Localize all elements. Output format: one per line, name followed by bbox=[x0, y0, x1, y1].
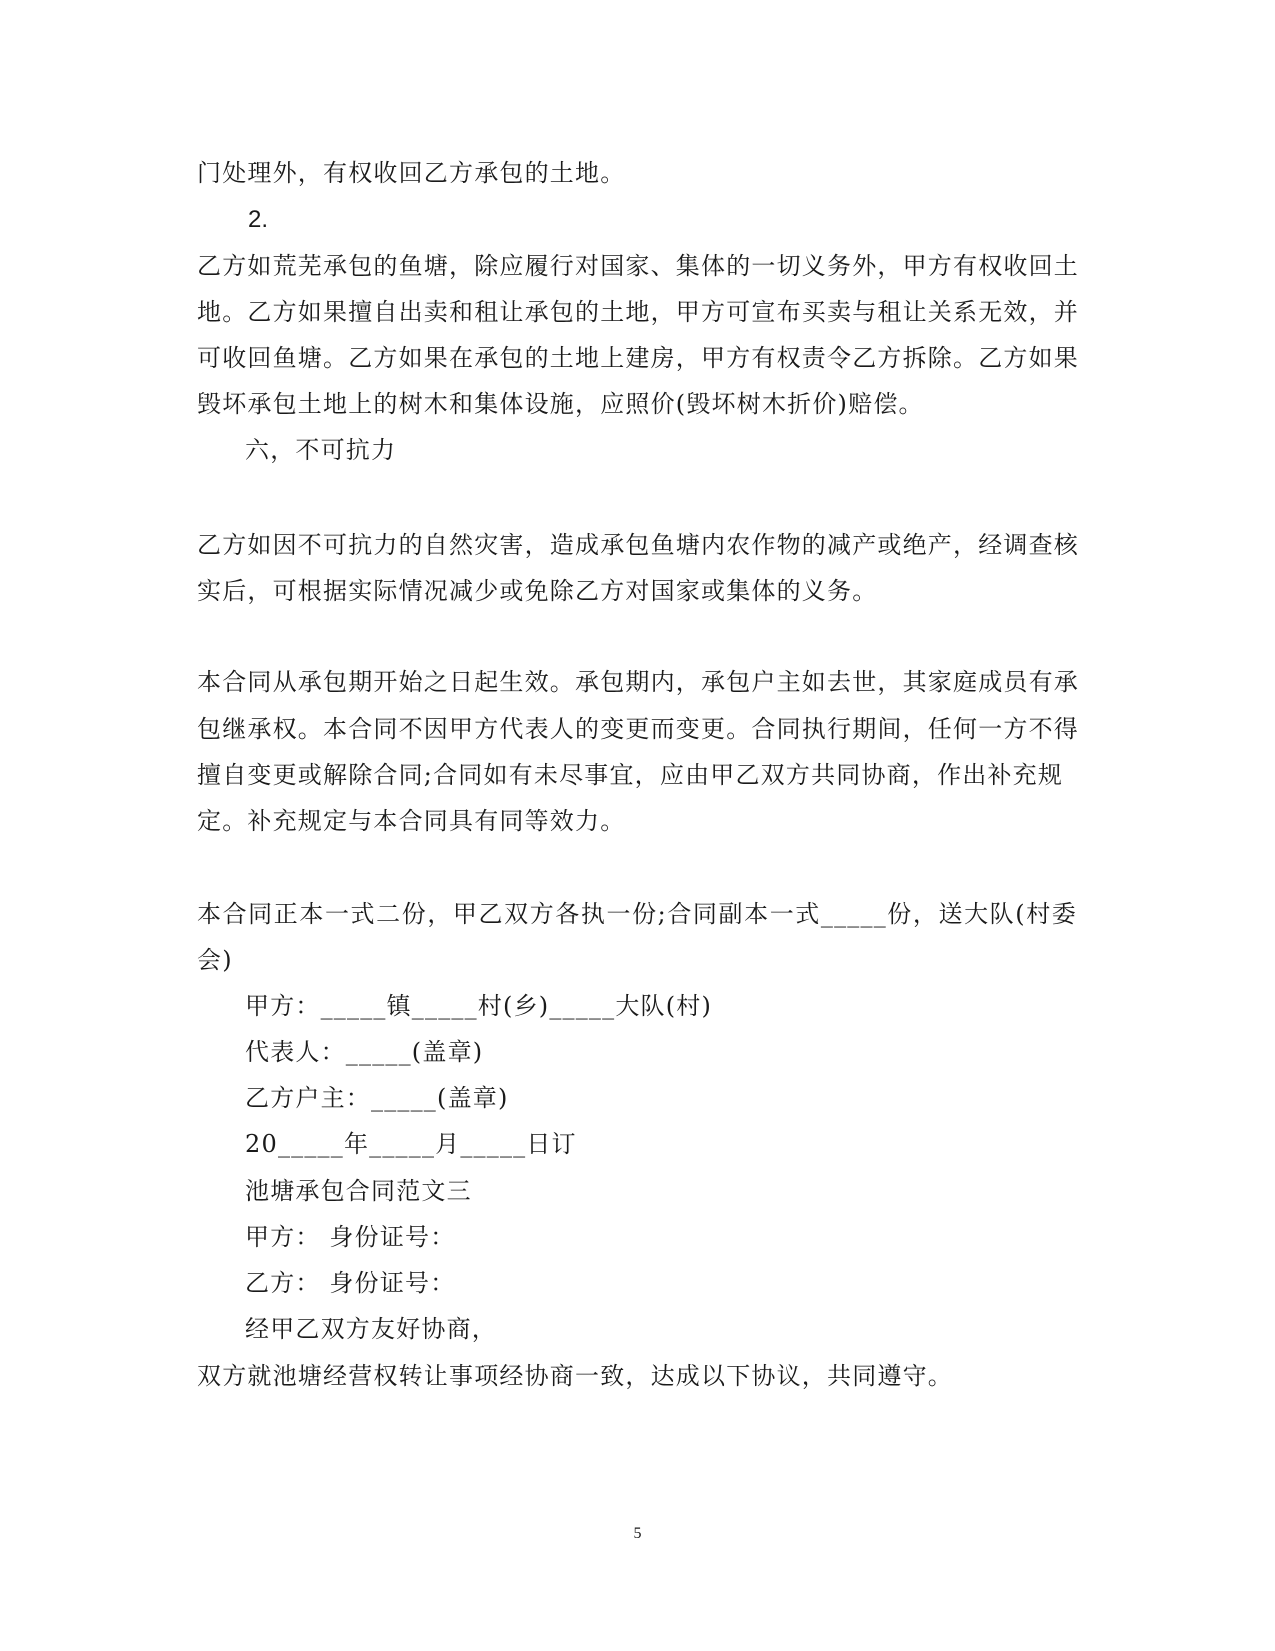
paragraph-line: 可收回鱼塘。乙方如果在承包的土地上建房，甲方有权责令乙方拆除。乙方如果 bbox=[197, 344, 1079, 372]
item-number: 2. bbox=[248, 206, 269, 233]
signature-party-a: 甲方：_____镇_____村(乡)_____大队(村) bbox=[245, 992, 713, 1020]
paragraph-line: 毁坏承包土地上的树木和集体设施，应照价(毁坏树木折价)赔偿。 bbox=[197, 390, 924, 418]
paragraph-line: 擅自变更或解除合同;合同如有未尽事宜，应由甲乙双方共同协商，作出补充规 bbox=[197, 761, 1064, 789]
paragraph-line: 乙方如因不可抗力的自然灾害，造成承包鱼塘内农作物的减产或绝产，经调查核 bbox=[197, 531, 1079, 559]
signature-representative: 代表人：_____(盖章) bbox=[245, 1038, 484, 1066]
paragraph-line: 会) bbox=[197, 946, 233, 974]
party-a-line: 甲方： 身份证号： bbox=[245, 1223, 456, 1251]
paragraph-line: 包继承权。本合同不因甲方代表人的变更而变更。合同执行期间，任何一方不得 bbox=[197, 715, 1079, 743]
page-number: 5 bbox=[633, 1525, 642, 1542]
paragraph-line: 本合同从承包期开始之日起生效。承包期内，承包户主如去世，其家庭成员有承 bbox=[197, 668, 1079, 696]
paragraph-line: 地。乙方如果擅自出卖和租让承包的土地，甲方可宣布买卖与租让关系无效，并 bbox=[197, 298, 1079, 326]
signature-date: 20_____年_____月_____日订 bbox=[245, 1130, 577, 1158]
paragraph-line: 实后，可根据实际情况减少或免除乙方对国家或集体的义务。 bbox=[197, 577, 878, 605]
paragraph-line: 本合同正本一式二份，甲乙双方各执一份;合同副本一式_____份，送大队(村委 bbox=[197, 900, 1077, 928]
section-heading: 六，不可抗力 bbox=[245, 436, 397, 464]
paragraph-line: 双方就池塘经营权转让事项经协商一致，达成以下协议，共同遵守。 bbox=[197, 1362, 953, 1390]
paragraph-line: 门处理外，有权收回乙方承包的土地。 bbox=[197, 159, 626, 187]
signature-party-b: 乙方户主：_____(盖章) bbox=[245, 1084, 509, 1112]
paragraph-line: 乙方如荒芜承包的鱼塘，除应履行对国家、集体的一切义务外，甲方有权收回土 bbox=[197, 252, 1079, 280]
party-b-line: 乙方： 身份证号： bbox=[245, 1269, 456, 1297]
intro-line: 经甲乙双方友好协商， bbox=[245, 1315, 497, 1343]
paragraph-line: 定。补充规定与本合同具有同等效力。 bbox=[197, 807, 626, 835]
section-title: 池塘承包合同范文三 bbox=[245, 1177, 472, 1205]
